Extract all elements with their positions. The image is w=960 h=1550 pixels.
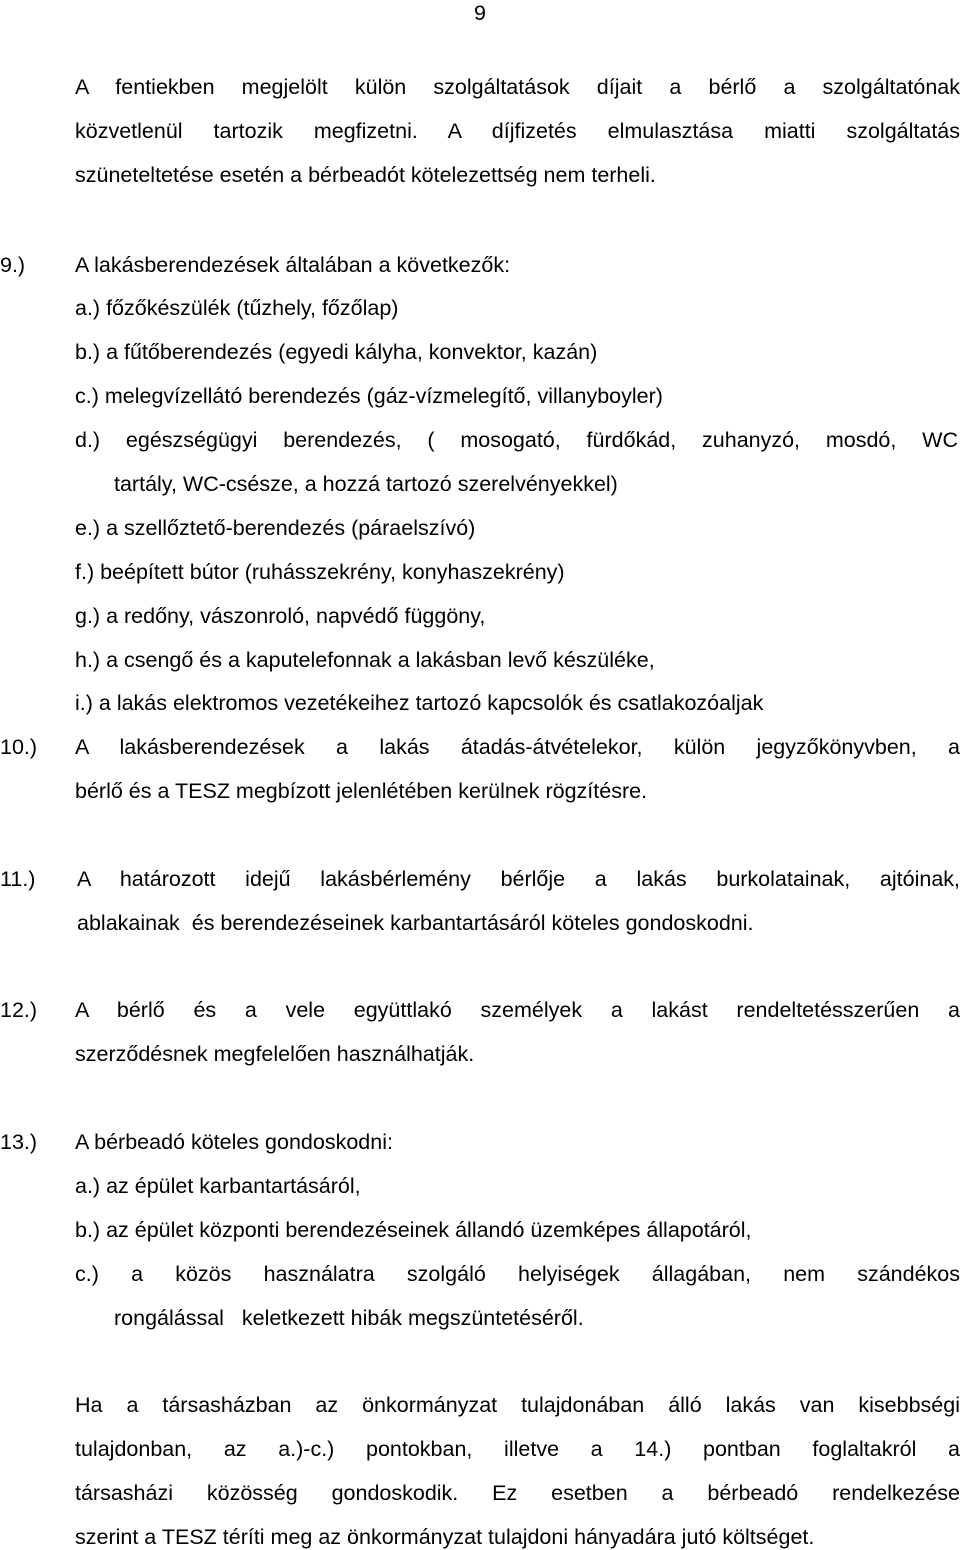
section-10-line-1: A lakásberendezések a lakás átadás-átvételekor, külön jegyzőkönyvben, a (75, 735, 960, 759)
closing-line-4: szerint a TESZ téríti meg az önkormányzat tulajdoni hányadára jutó költséget. (75, 1525, 815, 1549)
section-9-item-d-cont: tartály, WC-csésze, a hozzá tartozó szerelvényekkel) (114, 472, 618, 496)
section-13-item-c-cont: rongálással keletkezett hibák megszüntetéséről. (114, 1306, 584, 1330)
section-12-line-2: szerződésnek megfelelően használhatják. (75, 1042, 475, 1066)
intro-line-2: közvetlenül tartozik megfizetni. A díjfizetés elmulasztása miatti szolgáltatás (75, 119, 960, 143)
section-13-item-b: b.) az épület központi berendezéseinek állandó üzemképes állapotáról, (75, 1218, 752, 1242)
intro-line-1: A fentiekben megjelölt külön szolgáltatások díjait a bérlő a szolgáltatónak (75, 75, 960, 99)
closing-line-1: Ha a társasházban az önkormányzat tulajdonában álló lakás van kisebbségi (75, 1393, 960, 1417)
section-11-line-1: A határozott idejű lakásbérlemény bérlője a lakás burkolatainak, ajtóinak, (77, 867, 960, 891)
section-13-item-c: c.) a közös használatra szolgáló helyiségek állagában, nem szándékos (75, 1262, 960, 1286)
section-13-item-a: a.) az épület karbantartásáról, (75, 1174, 361, 1198)
section-13-number: 13.) (0, 1130, 38, 1154)
section-9-number: 9.) (0, 253, 26, 277)
intro-line-3: szüneteltetése esetén a bérbeadót kötelezettség nem terheli. (75, 163, 656, 187)
closing-line-2: tulajdonban, az a.)-c.) pontokban, illetve a 14.) pontban foglaltakról a (75, 1437, 960, 1461)
section-12-line-1: A bérlő és a vele együttlakó személyek a lakást rendeltetésszerűen a (75, 998, 960, 1022)
section-9-item-c: c.) melegvízellátó berendezés (gáz-vízmelegítő, villanyboyler) (75, 384, 663, 408)
section-9-item-g: g.) a redőny, vászonroló, napvédő függöny, (75, 604, 486, 628)
section-11-line-2: ablakainak és berendezéseinek karbantartásáról köteles gondoskodni. (77, 911, 754, 935)
section-9-item-e: e.) a szellőztető-berendezés (páraelszívó) (75, 516, 476, 540)
section-13-title: A bérbeadó köteles gondoskodni: (75, 1130, 393, 1154)
section-9-item-b: b.) a fűtőberendezés (egyedi kályha, konvektor, kazán) (75, 340, 598, 364)
section-9-item-i: i.) a lakás elektromos vezetékeihez tartozó kapcsolók és csatlakozóaljak (75, 691, 764, 715)
section-12-number: 12.) (0, 998, 38, 1022)
section-10-line-2: bérlő és a TESZ megbízott jelenlétében kerülnek rögzítésre. (75, 779, 648, 803)
section-9-item-h: h.) a csengő és a kaputelefonnak a lakásban levő készüléke, (75, 648, 655, 672)
section-9-item-d: d.) egészségügyi berendezés, ( mosogató, fürdőkád, zuhanyzó, mosdó, WC (75, 428, 958, 452)
page-number: 9 (474, 1, 486, 25)
section-9-item-a: a.) főzőkészülék (tűzhely, főzőlap) (75, 296, 399, 320)
section-11-number: 11.) (0, 867, 36, 891)
closing-line-3: társasházi közösség gondoskodik. Ez esetben a bérbeadó rendelkezése (75, 1481, 960, 1505)
section-10-number: 10.) (0, 735, 38, 759)
section-9-item-f: f.) beépített bútor (ruhásszekrény, konyhaszekrény) (75, 560, 565, 584)
section-9-title: A lakásberendezések általában a következők: (75, 253, 511, 277)
